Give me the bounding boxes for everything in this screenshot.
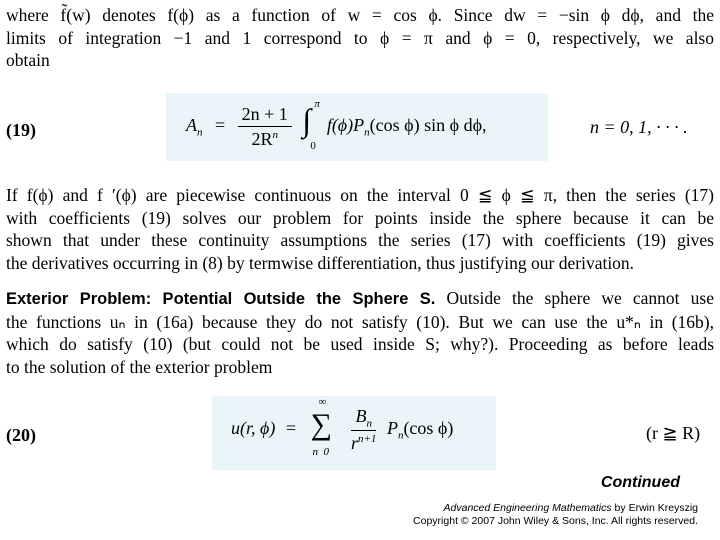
exterior-paragraph <box>6 287 714 378</box>
equation-19: $A_n$ = $\frac{2n + 1}{2R^n}$ ∫ π 0 $f(\phi)P_n(\cos$ ϕ) sin ϕ dϕ, <box>186 98 487 152</box>
continued-label: Continued <box>600 474 680 491</box>
eq20-fraction <box>351 406 376 455</box>
continuity-paragraph <box>6 184 714 274</box>
intro-line-2: limits of integration −1 and 1 correspond to ϕ = π and ϕ = 0, respectively, we also <box>6 27 714 48</box>
eq20-lhs: u(r, ϕ) <box>231 418 276 439</box>
equation-20-condition: (r ≧ R) <box>646 423 701 443</box>
continuity-line-1: If f(ϕ) and f ′(ϕ) are piecewise continuous on the interval 0 ≦ ϕ ≦ π, then the series (17) <box>6 185 714 205</box>
eq19-integral <box>296 98 322 152</box>
intro-line-3: obtain <box>6 50 50 70</box>
eq19-lower-limit: 0 <box>310 140 316 152</box>
exterior-line-2: the functions uₙ in (16a) because they do not satisfy (10). But we can use the u*ₙ in (16b), <box>6 311 714 332</box>
eq20-term-rest: (cos ϕ) <box>403 418 454 439</box>
intro-line-1: where f̃(w) denotes f(ϕ) as a function of w = cos ϕ. Since dw = −sin ϕ dϕ, and the <box>6 5 714 25</box>
equation-19-condition: n = 0, 1, · · · . <box>590 117 688 137</box>
eq19-fraction <box>238 104 292 150</box>
intro-paragraph <box>6 4 714 72</box>
equation-20-number: (20) <box>6 425 36 445</box>
equation-19-number: (19) <box>6 120 36 140</box>
continuity-line-2: with coefficients (19) solves our problem for points inside the sphere because it can be <box>6 207 714 228</box>
exterior-line-3: which do satisfy (10) (but could not be used inside S; why?). Proceeding as before leads <box>6 334 714 354</box>
eq19-lhs-sub: n <box>197 126 203 139</box>
eq20-equals: = <box>285 418 296 439</box>
copyright-notice: Copyright © 2007 John Wiley & Sons, Inc. All rights reserved. <box>413 515 698 527</box>
book-credit <box>444 502 698 514</box>
eq19-upper-limit: π <box>314 98 320 110</box>
integral-sign: ∫ <box>302 102 312 138</box>
eq19-equals: = <box>215 115 226 136</box>
exterior-line-1: Exterior Problem: Potential Outside the Sphere S. Outside the sphere we cannot use <box>6 288 715 308</box>
eq20-frac-den: $r^{n+1}$ <box>350 433 377 454</box>
eq19-integrand-rest: (cos ϕ) sin ϕ dϕ, <box>369 115 487 136</box>
book-title: Advanced Engineering Mathematics <box>443 502 612 514</box>
book-author: by Erwin Kreyszig <box>611 502 698 514</box>
eq20-lower-limit: n 0 <box>312 446 329 458</box>
exterior-line-4: to the solution of the exterior problem <box>6 356 273 377</box>
eq19-integrand: f(ϕ)P <box>326 115 365 136</box>
eq19-frac-num: 2n + 1 <box>238 104 292 127</box>
equation-20: u(r, ϕ) = ∞ ∑ n 0 $\frac{B_n}{r^{n+1}}$ $P_n(\cos$ ϕ) <box>231 396 454 458</box>
eq20-sum <box>306 396 340 458</box>
continuity-line-4: the derivatives occurring in (8) by termwise differentiation, thus justifying our derivation. <box>6 252 635 273</box>
section-heading: Exterior Problem: Potential Outside the Sphere S. <box>6 290 436 308</box>
eq20-frac-num: $B_n$ <box>351 406 376 432</box>
eq19-frac-den: $2R^n$ <box>251 129 278 149</box>
eq20-upper-limit: ∞ <box>318 396 327 408</box>
sum-sign: ∑ <box>310 408 332 441</box>
continuity-line-3: shown that under these continuity assumptions the series (17) with coefficients (19) gives <box>6 230 714 250</box>
eq20-term: P <box>386 418 398 439</box>
eq19-lhs: A <box>186 115 197 136</box>
